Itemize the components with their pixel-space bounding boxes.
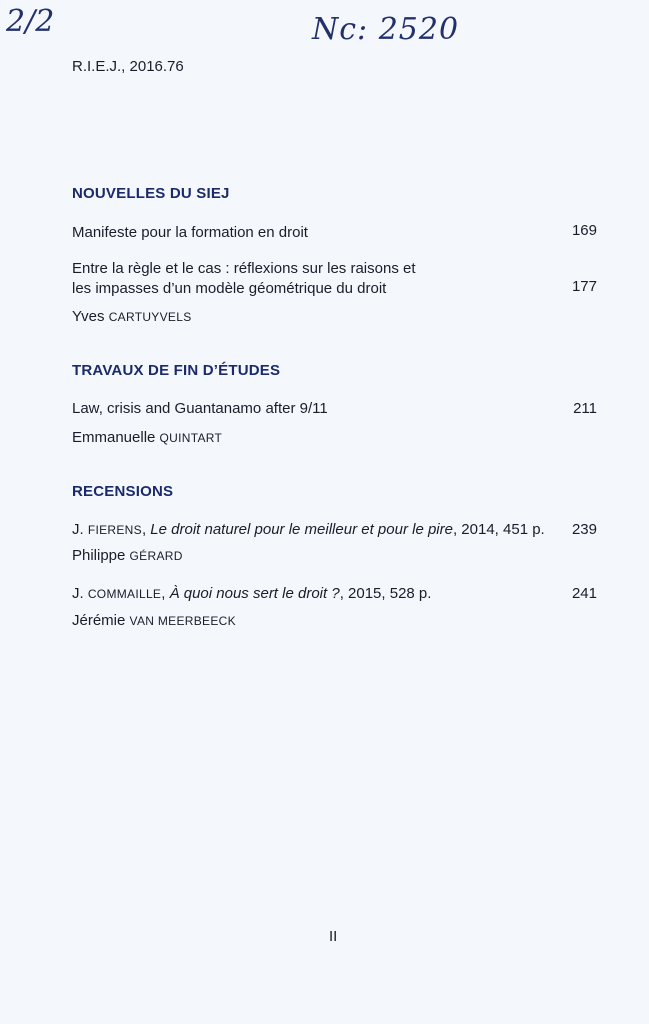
- review-reference: [72, 519, 545, 541]
- handwritten-note-left: 2/2: [6, 4, 55, 39]
- review-initial: J.: [72, 521, 88, 538]
- section-title-recensions: RECENSIONS: [72, 483, 174, 500]
- review-separator: ,: [141, 521, 151, 538]
- entry-page: 211: [573, 400, 597, 417]
- review-book-title: À quoi nous sert le droit ?: [169, 585, 340, 602]
- review-author-name: COMMAILLE: [87, 587, 162, 601]
- entry-page: 241: [571, 585, 597, 602]
- review-book-details: , 2015, 528 p.: [339, 585, 432, 602]
- author-last-name: VAN MEERBEECK: [129, 614, 236, 628]
- entry-page: 177: [571, 278, 597, 295]
- author-last-name: CARTUYVELS: [108, 310, 192, 324]
- section-title-nouvelles: NOUVELLES DU SIEJ: [72, 185, 230, 202]
- entry-title: Law, crisis and Guantanamo after 9/11: [72, 400, 328, 417]
- section-title-travaux: TRAVAUX DE FIN D’ÉTUDES: [72, 362, 281, 379]
- handwritten-note-top: Nc: 2520: [312, 12, 460, 47]
- author-first-name: Emmanuelle: [72, 429, 160, 446]
- review-separator: ,: [161, 585, 170, 602]
- review-reference: [72, 583, 431, 605]
- review-book-details: , 2014, 451 p.: [452, 521, 545, 538]
- author-first-name: Yves: [72, 308, 109, 325]
- author-first-name: Jérémie: [72, 612, 130, 629]
- entry-author: [72, 545, 183, 567]
- entry-page: 169: [571, 222, 597, 239]
- entry-title-line1: Entre la règle et le cas : réflexions sur les raisons et: [72, 260, 416, 277]
- review-author-name: FIERENS: [87, 523, 142, 537]
- entry-page: 239: [571, 521, 597, 538]
- entry-title-line2: les impasses d’un modèle géométrique du droit: [72, 280, 387, 297]
- author-first-name: Philippe: [72, 547, 130, 564]
- journal-reference: R.I.E.J., 2016.76: [72, 58, 184, 75]
- entry-author: [72, 610, 236, 632]
- author-last-name: GÉRARD: [129, 549, 183, 563]
- review-initial: J.: [72, 585, 88, 602]
- review-book-title: Le droit naturel pour le meilleur et pour le pire: [150, 521, 453, 538]
- author-last-name: QUINTART: [159, 431, 223, 445]
- page-folio: II: [329, 928, 338, 945]
- entry-author: [72, 427, 222, 449]
- entry-title: Manifeste pour la formation en droit: [72, 224, 308, 241]
- entry-author: [72, 306, 192, 328]
